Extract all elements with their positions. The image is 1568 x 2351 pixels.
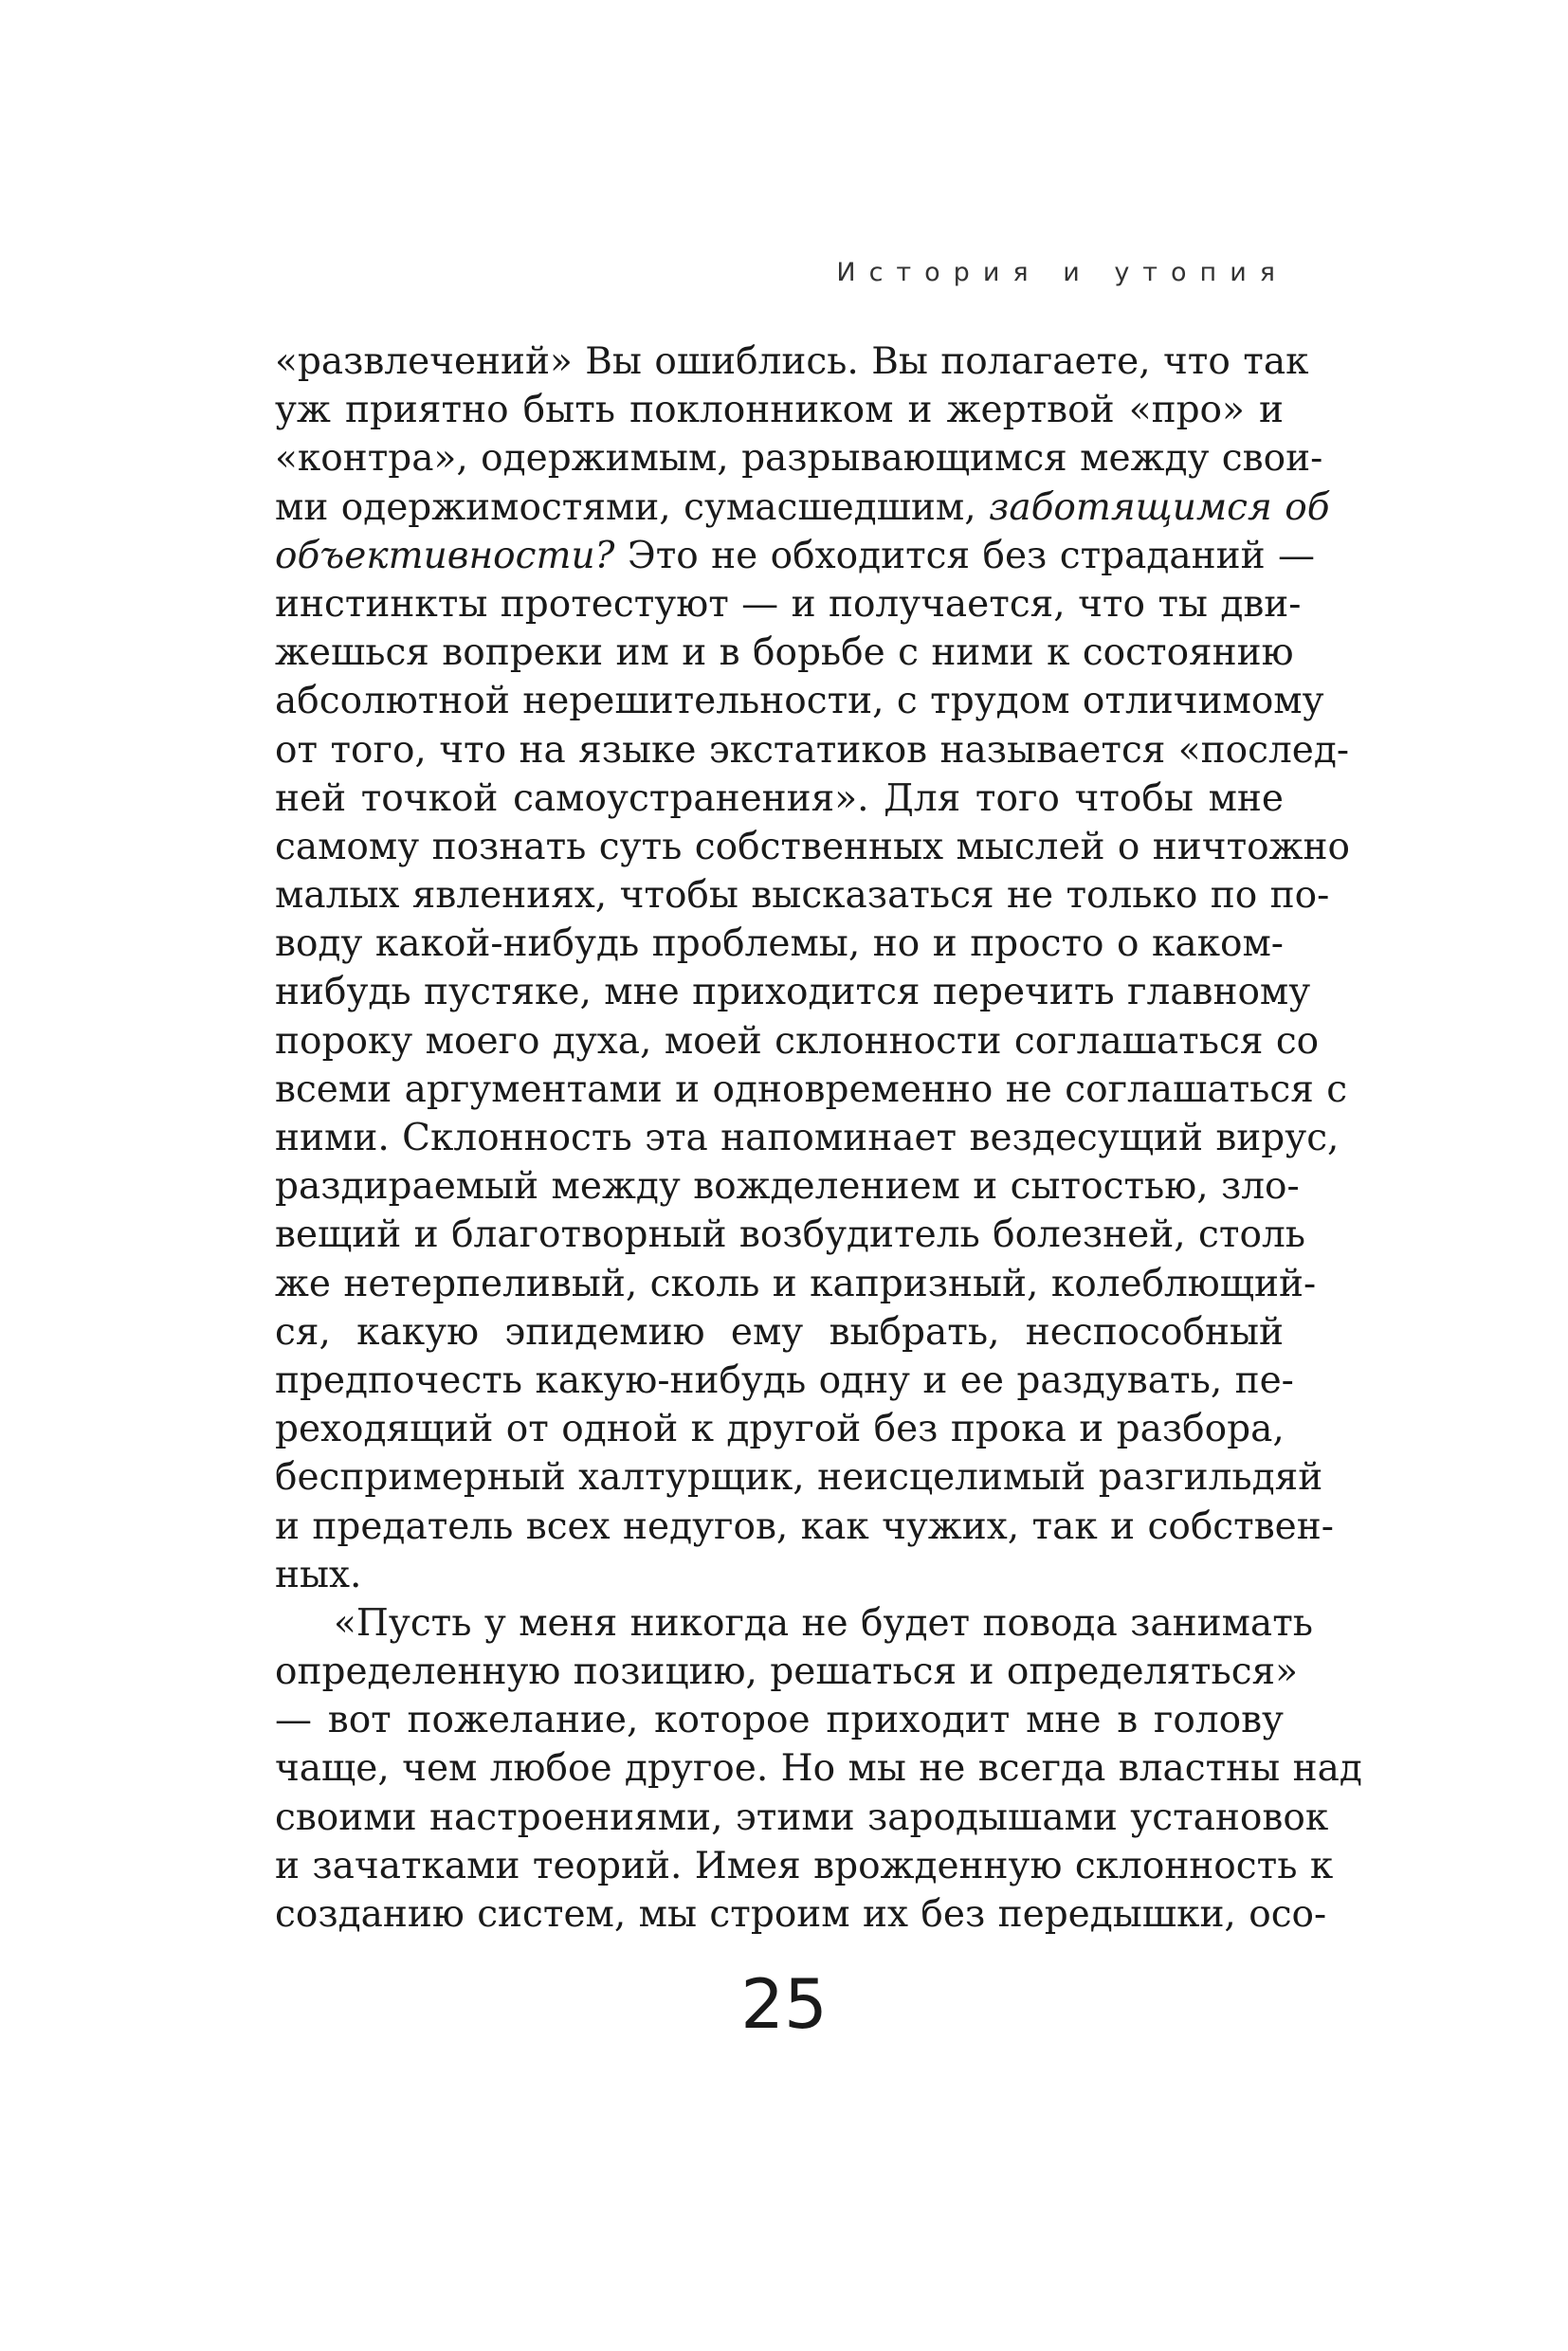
italic-phrase: заботящимся об — [989, 485, 1330, 529]
text-line: вещий и благотворный возбудитель болезней, столь — [275, 1213, 1305, 1257]
body-text — [275, 337, 1362, 1939]
text-line: воду какой-нибудь проблемы, но и просто о каком- — [275, 922, 1284, 966]
text-line — [275, 483, 1330, 532]
text-line: малых явлениях, чтобы высказаться не только по по- — [275, 874, 1330, 918]
text-line: беспримерный халтурщик, неисцелимый разгильдяй — [275, 1456, 1323, 1500]
text-line: абсолютной нерешительности, с трудом отличимому — [275, 680, 1324, 723]
text-line: «контра», одержимым, разрывающимся между свои- — [275, 437, 1323, 481]
text-line: от того, что на языке экстатиков называется «послед- — [275, 728, 1350, 772]
text-line: своими настроениями, этими зародышами установок — [275, 1795, 1329, 1839]
text-line: и зачатками теорий. Имея врожденную склонность к — [275, 1844, 1334, 1887]
text-line: «развлечений» Вы ошиблись. Вы полагаете, что так — [275, 340, 1309, 383]
text-line: инстинкты протестуют — и получается, что ты дви- — [275, 582, 1302, 626]
text-line: же нетерпеливый, сколь и капризный, колеблющий- — [275, 1262, 1317, 1305]
text-line: и предатель всех недугов, как чужих, так и собствен- — [275, 1504, 1334, 1548]
text-line: «Пусть у меня никогда не будет повода занимать — [334, 1601, 1313, 1645]
text-line: раздираемый между вожделением и сытостью, зло- — [275, 1165, 1300, 1209]
text-line: жешься вопреки им и в борьбе с ними к состоянию — [275, 631, 1294, 675]
text-line: предпочесть какую-нибудь одну и ее раздувать, пе- — [275, 1358, 1294, 1402]
text-line: самому познать суть собственных мыслей о ничтожно — [275, 825, 1350, 868]
italic-phrase: объективности? — [275, 534, 615, 577]
page-number: 25 — [740, 1964, 828, 2044]
text-line: пороку моего духа, моей склонности соглашаться со — [275, 1019, 1320, 1063]
text-line — [275, 532, 1316, 580]
text-line: уж приятно быть поклонником и жертвой «про» и — [275, 389, 1284, 432]
text-line: ся, какую эпидемию ему выбрать, неспособный — [275, 1310, 1284, 1354]
text-line: созданию систем, мы строим их без передышки, осо- — [275, 1893, 1327, 1936]
text-line: чаще, чем любое другое. Но мы не всегда властны над — [275, 1747, 1362, 1791]
text-line: ных. — [275, 1553, 362, 1596]
text-line: — вот пожелание, которое приходит мне в голову — [275, 1699, 1284, 1742]
running-head: История и утопия — [836, 258, 1288, 287]
text-line: нибудь пустяке, мне приходится перечить главному — [275, 971, 1311, 1014]
text-segment: ми одержимостями, сумасшедшим, — [275, 485, 976, 529]
text-line: всеми аргументами и одновременно не соглашаться с — [275, 1067, 1348, 1111]
text-line: реходящий от одной к другой без прока и разбора, — [275, 1408, 1285, 1451]
text-line: ними. Склонность эта напоминает вездесущий вирус, — [275, 1117, 1340, 1159]
text-line: ней точкой самоустранения». Для того чтобы мне — [275, 776, 1284, 820]
text-line: определенную позицию, решаться и определяться» — [275, 1650, 1299, 1694]
text-segment: Это не обходится без страданий — — [627, 534, 1316, 577]
